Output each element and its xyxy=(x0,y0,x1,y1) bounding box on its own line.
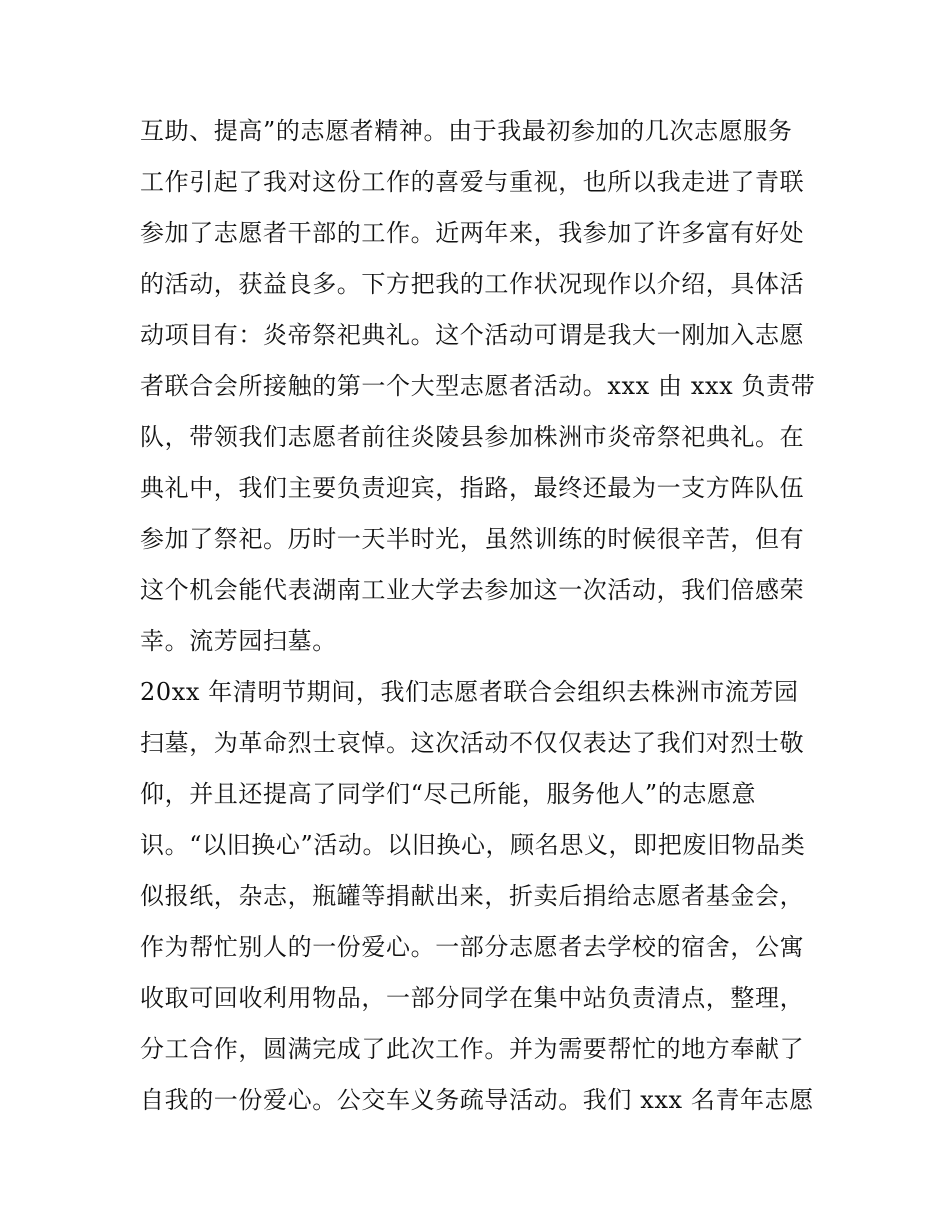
text-line: 者联合会所接触的第一个大型志愿者活动。xxx 由 xxx 负责带 xyxy=(140,372,816,400)
text-line: 幸。流芳园扫墓。 xyxy=(140,627,337,655)
text-line: 扫墓，为革命烈士哀悼。这次活动不仅仅表达了我们对烈士敬 xyxy=(140,729,805,757)
text-line: 20xx 年清明节期间，我们志愿者联合会组织去株洲市流芳园 xyxy=(140,678,799,706)
text-line: 识。“以旧换心”活动。以旧换心，顾名思义，即把废旧物品类 xyxy=(140,831,806,859)
text-line: 仰，并且还提高了同学们“尽己所能，服务他人”的志愿意 xyxy=(140,780,757,808)
text-line: 队，带领我们志愿者前往炎陵县参加株洲市炎帝祭祀典礼。在 xyxy=(140,423,805,451)
text-line: 典礼中，我们主要负责迎宾，指路，最终还最为一支方阵队伍 xyxy=(140,474,805,502)
text-line: 作为帮忙别人的一份爱心。一部分志愿者去学校的宿舍，公寓 xyxy=(140,933,805,961)
text-line: 分工合作，圆满完成了此次工作。并为需要帮忙的地方奉献了 xyxy=(140,1035,805,1063)
text-line: 互助、提高”的志愿者精神。由于我最初参加的几次志愿服务 xyxy=(140,117,793,145)
text-line: 工作引起了我对这份工作的喜爱与重视，也所以我走进了青联 xyxy=(140,168,805,196)
text-line: 收取可回收利用物品，一部分同学在集中站负责清点，整理， xyxy=(140,984,805,1012)
text-line: 似报纸，杂志，瓶罐等捐献出来，折卖后捐给志愿者基金会， xyxy=(140,882,805,910)
text-line: 动项目有：炎帝祭祀典礼。这个活动可谓是我大一刚加入志愿 xyxy=(140,321,805,349)
body-text xyxy=(140,106,820,1126)
text-line: 这个机会能代表湖南工业大学去参加这一次活动，我们倍感荣 xyxy=(140,576,805,604)
text-line: 参加了志愿者干部的工作。近两年来，我参加了许多富有好处 xyxy=(140,219,805,247)
text-line: 的活动，获益良多。下方把我的工作状况现作以介绍，具体活 xyxy=(140,270,805,298)
text-line: 自我的一份爱心。公交车义务疏导活动。我们 xxx 名青年志愿 xyxy=(140,1086,814,1114)
text-line: 参加了祭祀。历时一天半时光，虽然训练的时候很辛苦，但有 xyxy=(140,525,805,553)
